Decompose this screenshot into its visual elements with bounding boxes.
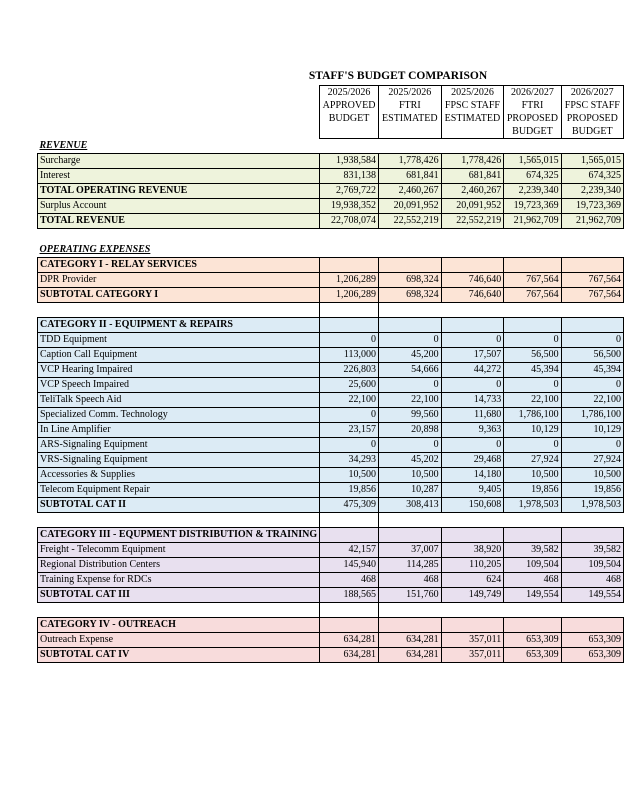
value-cell: 56,500 xyxy=(561,348,623,363)
column-header-line: 2025/2026 xyxy=(327,87,371,98)
column-header-line: BUDGET xyxy=(512,126,553,137)
value-cell: 653,309 xyxy=(504,648,561,663)
empty-cell xyxy=(504,603,561,618)
value-cell: 113,000 xyxy=(320,348,379,363)
value-cell: 21,962,709 xyxy=(504,214,561,229)
header-spacer xyxy=(38,86,320,139)
spacer-row xyxy=(38,229,624,244)
value-cell: 29,468 xyxy=(441,453,504,468)
category-header-row xyxy=(38,528,624,543)
column-header-line: APPROVED xyxy=(322,100,376,111)
table-row xyxy=(38,633,624,648)
value-cell: 14,180 xyxy=(441,468,504,483)
value-cell: 19,723,369 xyxy=(561,199,623,214)
value-cell: 39,582 xyxy=(504,543,561,558)
empty-cell xyxy=(561,318,623,333)
table-row xyxy=(38,363,624,378)
value-cell: 0 xyxy=(320,408,379,423)
value-cell: 1,778,426 xyxy=(379,154,442,169)
column-header-line: ESTIMATED xyxy=(382,113,438,124)
value-cell: 674,325 xyxy=(561,169,623,184)
empty-cell xyxy=(38,513,320,528)
column-header-line xyxy=(322,125,376,138)
category-title: CATEGORY IV - OUTREACH xyxy=(38,618,320,633)
value-cell: 22,100 xyxy=(320,393,379,408)
value-cell: 145,940 xyxy=(320,558,379,573)
value-cell: 0 xyxy=(379,378,442,393)
category-title: CATEGORY III - EQUPMENT DISTRIBUTION & TRAINING xyxy=(38,528,320,543)
value-cell: 0 xyxy=(441,333,504,348)
value-cell: 1,778,426 xyxy=(441,154,504,169)
value-cell: 10,500 xyxy=(379,468,442,483)
empty-cell xyxy=(320,513,379,528)
value-cell: 1,938,584 xyxy=(320,154,379,169)
column-header-line: BUDGET xyxy=(572,126,613,137)
empty-cell xyxy=(441,603,504,618)
empty-cell xyxy=(504,618,561,633)
value-cell: 23,157 xyxy=(320,423,379,438)
column-header xyxy=(504,86,561,139)
value-cell: 42,157 xyxy=(320,543,379,558)
empty-cell xyxy=(38,229,320,244)
empty-cell xyxy=(320,303,379,318)
row-label: DPR Provider xyxy=(38,273,320,288)
row-label: Outreach Expense xyxy=(38,633,320,648)
value-cell: 110,205 xyxy=(441,558,504,573)
column-header-line: FTRI xyxy=(398,100,421,111)
value-cell: 698,324 xyxy=(379,273,442,288)
value-cell: 1,786,100 xyxy=(561,408,623,423)
value-cell: 634,281 xyxy=(320,633,379,648)
page-title: STAFF'S BUDGET COMPARISON xyxy=(308,70,488,82)
empty-cell xyxy=(320,243,379,258)
row-label: VCP Hearing Impaired xyxy=(38,363,320,378)
value-cell: 19,856 xyxy=(504,483,561,498)
value-cell: 19,938,352 xyxy=(320,199,379,214)
row-label: TDD Equipment xyxy=(38,333,320,348)
category-title: CATEGORY I - RELAY SERVICES xyxy=(38,258,320,273)
empty-cell xyxy=(441,139,504,154)
value-cell: 681,841 xyxy=(379,169,442,184)
value-cell: 22,552,219 xyxy=(379,214,442,229)
empty-cell xyxy=(379,243,442,258)
table-row xyxy=(38,438,624,453)
value-cell: 149,554 xyxy=(561,588,623,603)
row-label: SUBTOTAL CAT II xyxy=(38,498,320,513)
row-label: In Line Amplifier xyxy=(38,423,320,438)
value-cell: 475,309 xyxy=(320,498,379,513)
row-label: Telecom Equipment Repair xyxy=(38,483,320,498)
empty-cell xyxy=(379,603,442,618)
empty-cell xyxy=(320,229,379,244)
value-cell: 653,309 xyxy=(561,648,623,663)
value-cell: 10,129 xyxy=(561,423,623,438)
empty-cell xyxy=(504,303,561,318)
value-cell: 150,608 xyxy=(441,498,504,513)
value-cell: 2,460,267 xyxy=(379,184,442,199)
empty-cell xyxy=(561,139,623,154)
column-header xyxy=(441,86,504,139)
empty-cell xyxy=(38,303,320,318)
value-cell: 22,100 xyxy=(379,393,442,408)
table-row xyxy=(38,154,624,169)
value-cell: 54,666 xyxy=(379,363,442,378)
empty-cell xyxy=(379,513,442,528)
value-cell: 109,504 xyxy=(561,558,623,573)
value-cell: 1,565,015 xyxy=(561,154,623,169)
value-cell: 56,500 xyxy=(504,348,561,363)
subtotal-row xyxy=(38,648,624,663)
value-cell: 45,200 xyxy=(379,348,442,363)
value-cell: 831,138 xyxy=(320,169,379,184)
value-cell: 149,749 xyxy=(441,588,504,603)
row-label: TOTAL OPERATING REVENUE xyxy=(38,184,320,199)
subtotal-row xyxy=(38,588,624,603)
empty-cell xyxy=(320,139,379,154)
header-row xyxy=(38,86,624,139)
value-cell: 0 xyxy=(379,333,442,348)
value-cell: 188,565 xyxy=(320,588,379,603)
empty-cell xyxy=(504,258,561,273)
subtotal-row xyxy=(38,288,624,303)
value-cell: 653,309 xyxy=(504,633,561,648)
empty-cell xyxy=(561,618,623,633)
row-label: Accessories & Supplies xyxy=(38,468,320,483)
value-cell: 0 xyxy=(379,438,442,453)
value-cell: 44,272 xyxy=(441,363,504,378)
value-cell: 20,898 xyxy=(379,423,442,438)
column-header-line: PROPOSED xyxy=(566,113,618,124)
value-cell: 39,582 xyxy=(561,543,623,558)
value-cell: 1,206,289 xyxy=(320,273,379,288)
value-cell: 0 xyxy=(561,333,623,348)
empty-cell xyxy=(379,618,442,633)
value-cell: 25,600 xyxy=(320,378,379,393)
subtotal-row xyxy=(38,214,624,229)
value-cell: 2,460,267 xyxy=(441,184,504,199)
column-header-line: 2025/2026 xyxy=(388,87,432,98)
value-cell: 767,564 xyxy=(561,288,623,303)
row-label: TOTAL REVENUE xyxy=(38,214,320,229)
value-cell: 2,769,722 xyxy=(320,184,379,199)
value-cell: 22,708,074 xyxy=(320,214,379,229)
value-cell: 653,309 xyxy=(561,633,623,648)
empty-cell xyxy=(561,258,623,273)
row-label: Training Expense for RDCs xyxy=(38,573,320,588)
empty-cell xyxy=(504,513,561,528)
column-header-line: FPSC STAFF xyxy=(564,100,620,111)
value-cell: 767,564 xyxy=(504,288,561,303)
empty-cell xyxy=(504,243,561,258)
value-cell: 1,565,015 xyxy=(504,154,561,169)
empty-cell xyxy=(561,243,623,258)
value-cell: 308,413 xyxy=(379,498,442,513)
value-cell: 45,394 xyxy=(504,363,561,378)
table-row xyxy=(38,423,624,438)
table-row xyxy=(38,453,624,468)
column-header-line: ESTIMATED xyxy=(444,113,501,124)
row-label: ARS-Signaling Equipment xyxy=(38,438,320,453)
value-cell: 0 xyxy=(320,333,379,348)
table-row xyxy=(38,348,624,363)
value-cell: 0 xyxy=(504,378,561,393)
empty-cell xyxy=(320,603,379,618)
row-label: SUBTOTAL CATEGORY I xyxy=(38,288,320,303)
table-row xyxy=(38,169,624,184)
column-header xyxy=(320,86,379,139)
value-cell: 468 xyxy=(320,573,379,588)
value-cell: 468 xyxy=(504,573,561,588)
value-cell: 2,239,340 xyxy=(504,184,561,199)
spacer-row xyxy=(38,303,624,318)
value-cell: 0 xyxy=(561,438,623,453)
value-cell: 149,554 xyxy=(504,588,561,603)
value-cell: 1,978,503 xyxy=(561,498,623,513)
empty-cell xyxy=(504,528,561,543)
value-cell: 674,325 xyxy=(504,169,561,184)
empty-cell xyxy=(441,528,504,543)
value-cell: 10,129 xyxy=(504,423,561,438)
value-cell: 767,564 xyxy=(504,273,561,288)
value-cell: 468 xyxy=(379,573,442,588)
value-cell: 9,405 xyxy=(441,483,504,498)
empty-cell xyxy=(441,618,504,633)
row-label: VCP Speech Impaired xyxy=(38,378,320,393)
value-cell: 0 xyxy=(504,438,561,453)
value-cell: 226,803 xyxy=(320,363,379,378)
row-label: Surcharge xyxy=(38,154,320,169)
empty-cell xyxy=(379,303,442,318)
row-label: VRS-Signaling Equipment xyxy=(38,453,320,468)
value-cell: 10,287 xyxy=(379,483,442,498)
empty-cell xyxy=(441,229,504,244)
table-row xyxy=(38,393,624,408)
row-label: Interest xyxy=(38,169,320,184)
section-heading-expenses: OPERATING EXPENSES xyxy=(39,244,151,255)
column-header-line xyxy=(444,125,502,138)
empty-cell xyxy=(561,528,623,543)
value-cell: 27,924 xyxy=(561,453,623,468)
table-row xyxy=(38,543,624,558)
empty-cell xyxy=(441,318,504,333)
value-cell: 45,202 xyxy=(379,453,442,468)
empty-cell xyxy=(561,229,623,244)
value-cell: 0 xyxy=(504,333,561,348)
table-row xyxy=(38,573,624,588)
value-cell: 10,500 xyxy=(561,468,623,483)
column-header-line: 2026/2027 xyxy=(511,87,554,98)
category-header-row xyxy=(38,618,624,633)
value-cell: 109,504 xyxy=(504,558,561,573)
empty-cell xyxy=(379,229,442,244)
value-cell: 38,920 xyxy=(441,543,504,558)
empty-cell xyxy=(379,139,442,154)
column-header xyxy=(379,86,442,139)
value-cell: 45,394 xyxy=(561,363,623,378)
empty-cell xyxy=(504,318,561,333)
value-cell: 468 xyxy=(561,573,623,588)
budget-comparison-table xyxy=(37,85,624,663)
value-cell: 357,011 xyxy=(441,648,504,663)
column-header-line: PROPOSED xyxy=(506,113,559,124)
value-cell: 11,680 xyxy=(441,408,504,423)
value-cell: 1,978,503 xyxy=(504,498,561,513)
value-cell: 1,206,289 xyxy=(320,288,379,303)
empty-cell xyxy=(320,618,379,633)
value-cell: 0 xyxy=(441,378,504,393)
empty-cell xyxy=(38,603,320,618)
value-cell: 151,760 xyxy=(379,588,442,603)
table-row xyxy=(38,468,624,483)
empty-cell xyxy=(379,258,442,273)
row-label: TeliTalk Speech Aid xyxy=(38,393,320,408)
category-header-row xyxy=(38,258,624,273)
column-header-line: BUDGET xyxy=(328,113,370,124)
row-label: Surplus Account xyxy=(38,199,320,214)
empty-cell xyxy=(379,528,442,543)
value-cell: 17,507 xyxy=(441,348,504,363)
row-label: Specialized Comm. Technology xyxy=(38,408,320,423)
empty-cell xyxy=(320,528,379,543)
row-label: Caption Call Equipment xyxy=(38,348,320,363)
empty-cell xyxy=(504,229,561,244)
empty-cell xyxy=(561,513,623,528)
value-cell: 624 xyxy=(441,573,504,588)
value-cell: 357,011 xyxy=(441,633,504,648)
value-cell: 114,285 xyxy=(379,558,442,573)
value-cell: 698,324 xyxy=(379,288,442,303)
value-cell: 0 xyxy=(561,378,623,393)
empty-cell xyxy=(441,303,504,318)
value-cell: 22,552,219 xyxy=(441,214,504,229)
table-row xyxy=(38,558,624,573)
value-cell: 22,100 xyxy=(561,393,623,408)
value-cell: 767,564 xyxy=(561,273,623,288)
category-header-row xyxy=(38,318,624,333)
value-cell: 746,640 xyxy=(441,273,504,288)
category-title: CATEGORY II - EQUIPMENT & REPAIRS xyxy=(38,318,320,333)
table-row xyxy=(38,378,624,393)
column-header-line: FPSC STAFF xyxy=(444,100,500,111)
section-heading-row xyxy=(38,139,624,154)
empty-cell xyxy=(320,258,379,273)
value-cell: 0 xyxy=(441,438,504,453)
table-row xyxy=(38,408,624,423)
value-cell: 37,007 xyxy=(379,543,442,558)
table-row xyxy=(38,333,624,348)
empty-cell xyxy=(561,303,623,318)
value-cell: 9,363 xyxy=(441,423,504,438)
empty-cell xyxy=(441,258,504,273)
value-cell: 681,841 xyxy=(441,169,504,184)
value-cell: 2,239,340 xyxy=(561,184,623,199)
value-cell: 99,560 xyxy=(379,408,442,423)
value-cell: 746,640 xyxy=(441,288,504,303)
value-cell: 34,293 xyxy=(320,453,379,468)
row-label: Regional Distribution Centers xyxy=(38,558,320,573)
value-cell: 22,100 xyxy=(504,393,561,408)
value-cell: 0 xyxy=(320,438,379,453)
table-row xyxy=(38,273,624,288)
spacer-row xyxy=(38,513,624,528)
value-cell: 634,281 xyxy=(379,648,442,663)
section-heading-row xyxy=(38,243,624,258)
value-cell: 14,733 xyxy=(441,393,504,408)
value-cell: 10,500 xyxy=(504,468,561,483)
column-header-line: 2026/2027 xyxy=(570,87,614,98)
value-cell: 19,723,369 xyxy=(504,199,561,214)
spacer-row xyxy=(38,603,624,618)
value-cell: 634,281 xyxy=(379,633,442,648)
value-cell: 10,500 xyxy=(320,468,379,483)
value-cell: 27,924 xyxy=(504,453,561,468)
row-label: SUBTOTAL CAT III xyxy=(38,588,320,603)
table-row xyxy=(38,199,624,214)
column-header-line xyxy=(381,125,439,138)
value-cell: 19,856 xyxy=(561,483,623,498)
empty-cell xyxy=(379,318,442,333)
empty-cell xyxy=(441,513,504,528)
empty-cell xyxy=(504,139,561,154)
empty-cell xyxy=(561,603,623,618)
table-row xyxy=(38,483,624,498)
subtotal-row xyxy=(38,498,624,513)
column-header-line: 2025/2026 xyxy=(451,87,494,98)
value-cell: 21,962,709 xyxy=(561,214,623,229)
section-heading-revenue: REVENUE xyxy=(39,139,88,151)
value-cell: 20,091,952 xyxy=(441,199,504,214)
empty-cell xyxy=(441,243,504,258)
subtotal-row xyxy=(38,184,624,199)
value-cell: 20,091,952 xyxy=(379,199,442,214)
value-cell: 634,281 xyxy=(320,648,379,663)
row-label: Freight - Telecomm Equipment xyxy=(38,543,320,558)
row-label: SUBTOTAL CAT IV xyxy=(38,648,320,663)
value-cell: 19,856 xyxy=(320,483,379,498)
empty-cell xyxy=(320,318,379,333)
column-header-line: FTRI xyxy=(521,100,544,111)
value-cell: 1,786,100 xyxy=(504,408,561,423)
column-header xyxy=(561,86,623,139)
